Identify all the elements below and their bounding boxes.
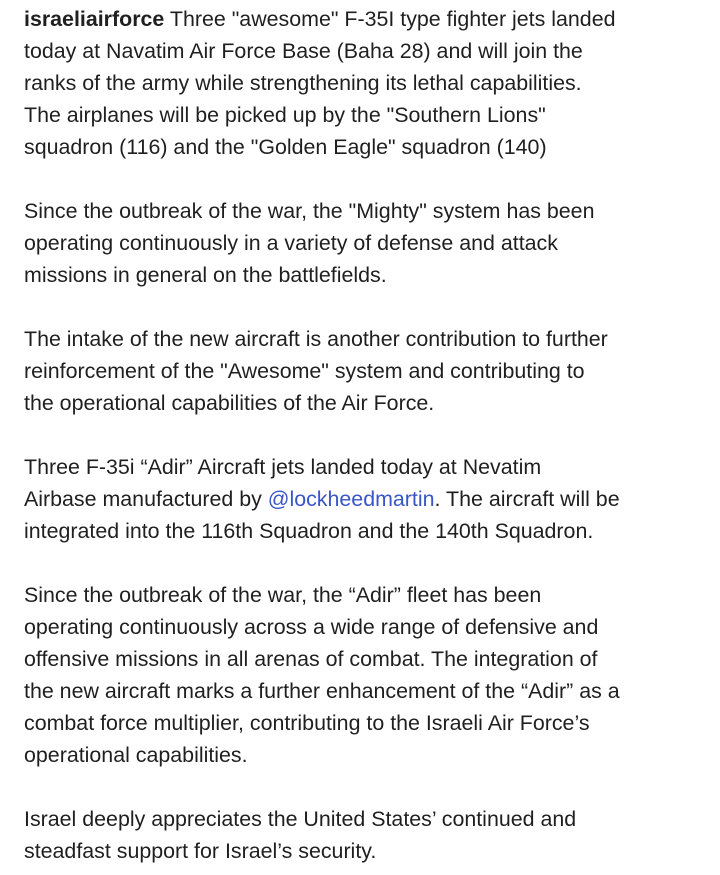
caption-paragraph-3 [24,323,704,419]
caption-line [24,3,704,35]
mention-link[interactable]: @lockheedmartin [267,487,435,511]
username-link[interactable]: israeliairforce [24,7,165,31]
caption-line: operational capabilities. [24,743,248,767]
caption-line: Israel deeply appreciates the United States’ continued and [24,807,577,831]
caption-line: Three F-35i “Adir” Aircraft jets landed today at Nevatim [24,455,542,479]
caption-line: steadfast support for Israel’s security. [24,839,377,863]
caption-line: offensive missions in all arenas of combat. The integration of [24,647,598,671]
caption-line: missions in general on the battlefields. [24,263,387,287]
caption-paragraph-2 [24,195,704,291]
caption-line: operating continuously across a wide range of defensive and [24,615,599,639]
caption-paragraph-5 [24,579,704,771]
caption-line: the operational capabilities of the Air Force. [24,391,435,415]
caption-paragraph-1 [24,3,704,163]
caption-paragraph-4 [24,451,704,547]
post-caption [24,3,704,867]
caption-line: ranks of the army while strengthening its lethal capabilities. [24,71,582,95]
caption-line: The airplanes will be picked up by the "Southern Lions" [24,103,546,127]
caption-line: combat force multiplier, contributing to the Israeli Air Force’s [24,711,590,735]
caption-line: operating continuously in a variety of defense and attack [24,231,558,255]
caption-text: . The aircraft will be [434,487,620,511]
caption-text: Three "awesome" F-35I type fighter jets landed [164,7,616,31]
caption-line: Since the outbreak of the war, the “Adir” fleet has been [24,583,542,607]
caption-line: reinforcement of the "Awesome" system and contributing to [24,359,585,383]
caption-text: Airbase manufactured by [24,487,268,511]
caption-line: The intake of the new aircraft is another contribution to further [24,327,608,351]
caption-paragraph-6 [24,803,704,867]
caption-line: integrated into the 116th Squadron and the 140th Squadron. [24,519,594,543]
caption-line [24,483,704,515]
caption-line: Since the outbreak of the war, the "Mighty" system has been [24,199,595,223]
caption-line: squadron (116) and the "Golden Eagle" squadron (140) [24,135,547,159]
caption-line: the new aircraft marks a further enhancement of the “Adir” as a [24,679,620,703]
caption-line: today at Navatim Air Force Base (Baha 28) and will join the [24,39,583,63]
